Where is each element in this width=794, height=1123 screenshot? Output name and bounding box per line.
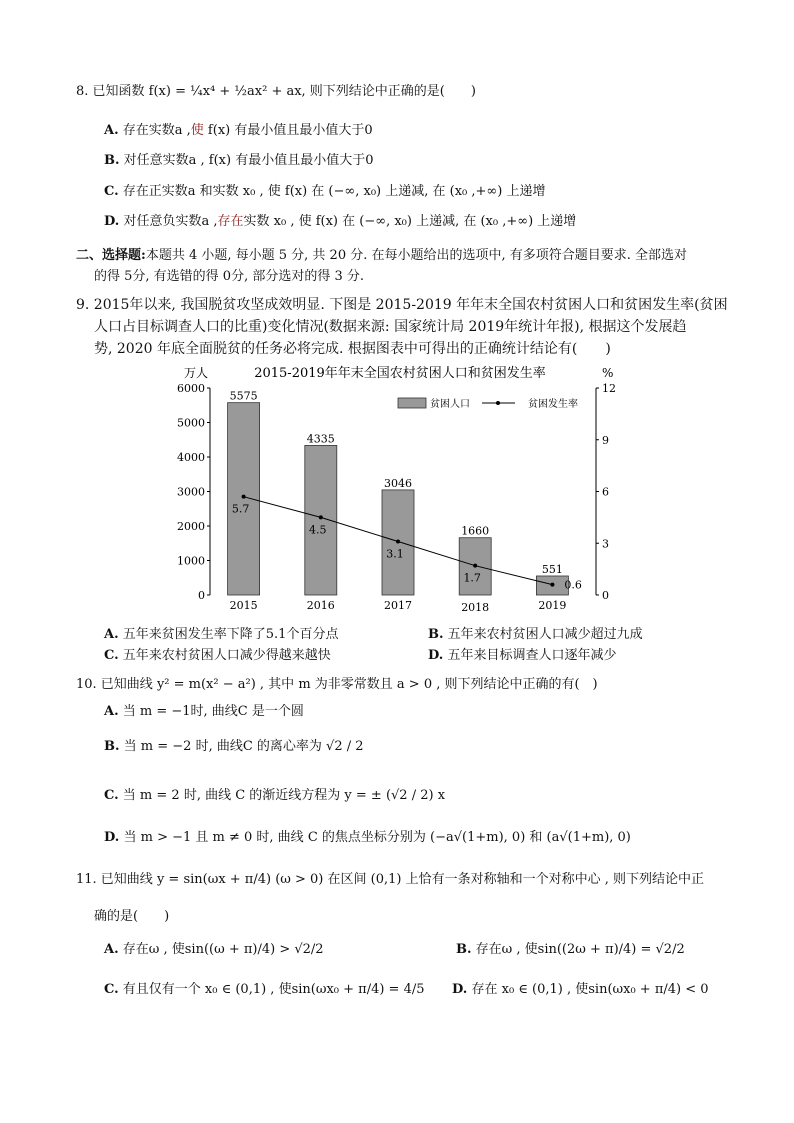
rate-value-label: 1.7	[463, 571, 481, 585]
legend-line-label: 贫困发生率	[528, 399, 578, 410]
q9-option-c	[104, 647, 331, 665]
x-tick-label: 2019	[538, 599, 567, 612]
option-label: D.	[428, 648, 444, 663]
rate-point	[319, 515, 323, 519]
right-tick-label: 12	[602, 382, 616, 395]
bar-value-label: 5575	[229, 389, 258, 403]
q11-stem: 11. 已知曲线 y = sin(ωx + π/4) (ω > 0) 在区间 (0,1) 上恰有一条对称轴和一个对称中心 , 则下列结论中正	[76, 872, 704, 887]
option-text: 有且仅有一个 x₀ ∈ (0,1) , 使sin(ωx₀ + π/4) = 4/5	[122, 982, 425, 997]
legend-bar-label: 贫困人口	[430, 399, 470, 410]
right-tick-label: 6	[602, 485, 609, 499]
q10-option-a	[104, 703, 304, 721]
option-text: 五年来农村贫困人口减少超过九成	[447, 627, 643, 642]
option-text: 当 m = −1时, 曲线C 是一个圆	[122, 704, 304, 719]
left-tick-label: 3000	[177, 485, 205, 499]
option-text: 存在 x₀ ∈ (0,1) , 使sin(ωx₀ + π/4) < 0	[471, 982, 709, 997]
legend-bar-swatch	[398, 398, 426, 408]
legend-line-marker	[496, 401, 500, 405]
option-label: A.	[104, 942, 119, 957]
option-text-red: 使	[190, 123, 204, 138]
q9-option-d	[428, 647, 617, 665]
option-label: B.	[104, 739, 120, 754]
option-text: 当 m > −1 且 m ≠ 0 时, 曲线 C 的焦点坐标分别为 (−a√(1+m), 0) 和 (a√(1+m), 0)	[123, 830, 631, 845]
option-label: D.	[104, 830, 120, 845]
q9-line3: 势, 2020 年底全面脱贫的任务必将完成. 根据图表中可得出的正确统计结论有( )	[94, 341, 611, 357]
option-text: 对任意实数a , f(x) 有最小值且最小值大于0	[123, 153, 374, 168]
q8-option-c	[104, 183, 545, 201]
option-label: C.	[104, 648, 119, 663]
rate-value-label: 0.6	[564, 578, 582, 592]
section-2-line1	[76, 247, 687, 265]
rate-value-label: 4.5	[309, 523, 327, 537]
q10-option-d	[104, 829, 631, 847]
option-label: C.	[104, 788, 119, 803]
x-tick-label: 2016	[306, 599, 335, 612]
left-tick-label: 5000	[177, 416, 205, 430]
left-tick-label: 1000	[177, 554, 205, 568]
q10-option-c	[104, 787, 445, 805]
option-text: 对任意负实数a ,	[123, 214, 218, 229]
option-text: 实数 x₀ , 使 f(x) 在 (−∞, x₀) 上递减, 在 (x₀ ,+∞) 上递增	[243, 214, 577, 229]
option-label: B.	[104, 153, 120, 168]
bar-2015	[228, 403, 260, 595]
option-text: 存在ω , 使sin((ω + π)/4) > √2/2	[122, 942, 324, 957]
option-text: 五年来目标调查人口逐年减少	[447, 648, 617, 663]
q9-line1: 9. 2015年以来, 我国脱贫攻坚成效明显. 下图是 2015-2019 年年末全国农村贫困人口和贫困发生率(贫困	[76, 297, 728, 313]
section-heading: 二、选择题:	[76, 248, 146, 263]
right-tick-label: 9	[602, 433, 609, 447]
option-label: B.	[456, 942, 472, 957]
q11-option-a	[104, 941, 324, 959]
option-label: A.	[104, 627, 119, 642]
right-tick-label: 3	[602, 537, 609, 551]
left-tick-label: 2000	[177, 520, 205, 533]
option-label: D.	[452, 982, 468, 997]
bar-value-label: 1660	[461, 524, 490, 538]
q8-stem: 8. 已知函数 f(x) = ¼x⁴ + ½ax² + ax, 则下列结论中正确的是( )	[76, 84, 476, 99]
option-label: A.	[104, 704, 119, 719]
option-text: 存在ω , 使sin((2ω + π)/4) = √2/2	[475, 942, 685, 957]
left-tick-label: 4000	[177, 451, 205, 464]
option-text: f(x) 有最小值且最小值大于0	[203, 123, 373, 138]
left-axis-unit: 万人	[184, 366, 209, 380]
poverty-chart	[170, 360, 630, 620]
option-label: D.	[104, 214, 120, 229]
q11-stem-continued: 确的是( )	[94, 909, 170, 924]
option-text: 当 m = 2 时, 曲线 C 的渐近线方程为 y = ± (√2 / 2) x	[122, 788, 446, 803]
option-label: C.	[104, 982, 119, 997]
option-text: 存在实数a ,	[122, 123, 191, 138]
q9-line2: 人口占目标调查人口的比重)变化情况(数据来源: 国家统计局 2019年统计年报), 根据这个发展趋	[94, 319, 687, 335]
bar-value-label: 551	[541, 562, 563, 576]
q9-option-b	[428, 626, 643, 644]
x-tick-label: 2017	[384, 599, 412, 612]
rate-point	[396, 540, 400, 544]
q8-option-a	[104, 122, 373, 140]
option-text-red: 存在	[217, 214, 244, 229]
option-label: C.	[104, 184, 119, 199]
bar-2016	[305, 445, 337, 595]
x-tick-label: 2015	[229, 599, 258, 612]
chart-title: 2015-2019年年末全国农村贫困人口和贫困发生率	[254, 366, 546, 381]
left-tick-label: 6000	[177, 382, 205, 395]
option-label: B.	[428, 627, 444, 642]
q11-option-c	[104, 981, 425, 999]
option-label: A.	[104, 123, 119, 138]
section-2-line2: 的得 5分, 有选错的得 0分, 部分选对的得 3 分.	[94, 269, 365, 284]
right-tick-label: 0	[602, 589, 609, 602]
option-text: 当 m = −2 时, 曲线C 的离心率为 √2 / 2	[123, 739, 364, 754]
q10-stem: 10. 已知曲线 y² = m(x² − a²) , 其中 m 为非零常数且 a > 0 , 则下列结论中正确的有( )	[76, 677, 598, 692]
option-text: 五年来农村贫困人口减少得越来越快	[122, 648, 331, 663]
option-text: 五年来贫困发生率下降了5.1个百分点	[122, 627, 339, 642]
rate-value-label: 3.1	[386, 547, 404, 561]
section-text: 本题共 4 小题, 每小题 5 分, 共 20 分. 在每小题给出的选项中, 有多项符合题目要求. 全部选对	[145, 248, 688, 263]
bar-value-label: 4335	[306, 432, 335, 446]
rate-point	[473, 564, 477, 568]
q11-option-d	[452, 981, 709, 999]
q10-option-b	[104, 738, 364, 756]
left-tick-label: 0	[198, 589, 205, 602]
q11-option-b	[456, 941, 685, 959]
q9-option-a	[104, 626, 338, 644]
q8-option-d	[104, 213, 576, 231]
right-axis-unit: %	[602, 366, 614, 380]
rate-point	[550, 583, 554, 587]
bar-value-label: 3046	[384, 476, 412, 490]
rate-value-label: 5.7	[231, 502, 250, 516]
rate-point	[242, 495, 246, 499]
q8-option-b	[104, 152, 374, 170]
option-text: 存在正实数a 和实数 x₀ , 使 f(x) 在 (−∞, x₀) 上递减, 在 (x₀ ,+∞) 上递增	[122, 184, 546, 199]
x-tick-label: 2018	[461, 601, 490, 614]
